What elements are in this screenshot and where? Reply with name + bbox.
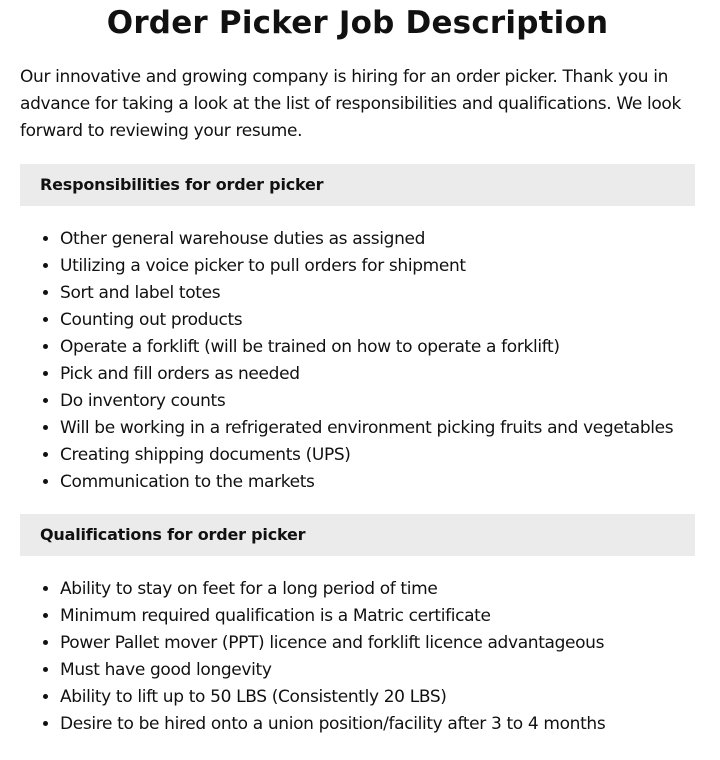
list-item: • Creating shipping documents (UPS) (60, 442, 695, 469)
list-item: • Ability to stay on feet for a long period of time (60, 576, 695, 603)
list-item: • Communication to the markets (60, 469, 695, 496)
list-item: • Other general warehouse duties as assigned (60, 226, 695, 253)
intro-paragraph: Our innovative and growing company is hiring for an order picker. Thank you in advance for taking a look at the list of responsibilities and qualifications. We look forward to reviewing your resume. (20, 67, 681, 141)
responsibilities-list (20, 226, 695, 496)
list-item: • Minimum required qualification is a Matric certificate (60, 603, 695, 630)
list-item: • Pick and fill orders as needed (60, 361, 695, 388)
list-item: • Sort and label totes (60, 280, 695, 307)
list-item: • Power Pallet mover (PPT) licence and forklift licence advantageous (60, 630, 695, 657)
list-item: • Operate a forklift (will be trained on how to operate a forklift) (60, 334, 695, 361)
qualifications-list (20, 576, 695, 738)
responsibilities-heading: Responsibilities for order picker (20, 164, 695, 206)
list-item: • Utilizing a voice picker to pull orders for shipment (60, 253, 695, 280)
job-description-page (20, 0, 695, 738)
list-item: • Do inventory counts (60, 388, 695, 415)
list-item: • Desire to be hired onto a union position/facility after 3 to 4 months (60, 711, 695, 738)
list-item: • Counting out products (60, 307, 695, 334)
list-item: • Ability to lift up to 50 LBS (Consistently 20 LBS) (60, 684, 695, 711)
qualifications-heading: Qualifications for order picker (20, 514, 695, 556)
list-item: • Must have good longevity (60, 657, 695, 684)
list-item: • Will be working in a refrigerated environment picking fruits and vegetables (60, 415, 695, 442)
page-title: Order Picker Job Description (106, 5, 609, 41)
